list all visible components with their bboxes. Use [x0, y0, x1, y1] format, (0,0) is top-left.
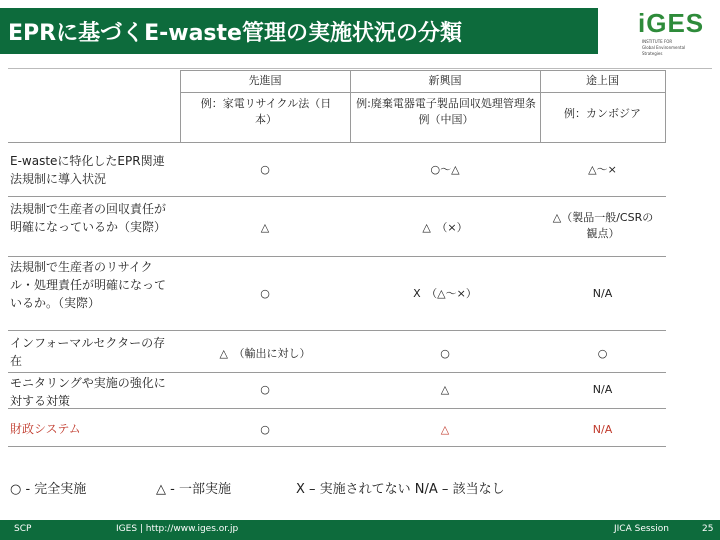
- legend-none: X – 実施されてない N/A – 該当なし: [296, 482, 505, 497]
- column-header-emerging: 新興国: [428, 74, 462, 87]
- cell-developing: ○: [597, 347, 608, 360]
- cell-emerging: △: [440, 423, 450, 436]
- logo-subtitle-1: INSTITUTE FOR: [642, 39, 673, 44]
- row-divider: [8, 256, 666, 257]
- footer-link[interactable]: IGES | http://www.iges.or.jp: [116, 524, 239, 534]
- cell-developed: △: [260, 221, 270, 234]
- header: [0, 0, 720, 62]
- cell-developing: △～×: [588, 163, 617, 176]
- footer: [0, 520, 720, 540]
- legend-partial: △ - 一部実施: [156, 482, 231, 497]
- cell-developing: △（製品一般/CSRの観点）: [552, 211, 654, 240]
- table-border: [8, 142, 666, 143]
- cell-emerging: ○: [440, 347, 450, 360]
- footer-left: SCP: [14, 524, 32, 534]
- cell-developed: ○: [260, 423, 270, 436]
- row-label-epr-laws: E-wasteに特化したEPR関連法規制に導入状況: [10, 154, 165, 186]
- page-title: EPRに基づくE-waste管理の実施状況の分類: [8, 21, 462, 46]
- column-header-developing: 途上国: [586, 74, 619, 87]
- row-divider: [8, 446, 666, 447]
- table-border: [665, 70, 666, 142]
- divider: [8, 68, 712, 69]
- cell-developed: ○: [260, 287, 270, 300]
- example-developed: 例：家電リサイクル法（日本）: [200, 97, 332, 126]
- table-border: [180, 92, 666, 93]
- page-number: 25: [702, 524, 714, 534]
- cell-emerging: △ （×）: [422, 221, 468, 234]
- footer-session: JICA Session: [614, 524, 669, 534]
- logo-subtitle-2: Global Environmental: [642, 45, 686, 50]
- classification-table: [8, 70, 666, 446]
- row-label-financial-system: 財政システム: [10, 422, 81, 436]
- row-label-monitoring: モニタリングや実施の強化に対する対策: [10, 376, 166, 408]
- logo-wordmark: iGES: [638, 8, 705, 38]
- row-divider: [8, 330, 666, 331]
- legend-full: ○ - 完全実施: [10, 482, 87, 497]
- cell-developing: N/A: [592, 287, 613, 300]
- row-divider: [8, 372, 666, 373]
- row-label-collection-responsibility: 法規制で生産者の回収責任が明確になっているか（実際）: [10, 202, 167, 234]
- cell-emerging: △: [440, 383, 450, 396]
- example-developing: 例：カンボジア: [564, 107, 641, 120]
- cell-emerging: ○～△: [430, 163, 460, 176]
- iges-logo: [612, 6, 712, 58]
- cell-developing: N/A: [592, 383, 613, 396]
- row-label-recycling-responsibility: 法規制で生産者のリサイクル・処理責任が明確になっているか。（実際）: [10, 260, 167, 310]
- example-emerging: 例:廃棄電器電子製品回収処理管理条例（中国）: [356, 97, 536, 126]
- column-header-developed: 先進国: [248, 74, 282, 87]
- cell-developing: N/A: [592, 423, 613, 436]
- logo-subtitle-3: Strategies: [642, 51, 663, 56]
- cell-developed: ○: [260, 383, 270, 396]
- row-divider: [8, 196, 666, 197]
- cell-emerging: X （△～×）: [413, 287, 477, 300]
- cell-developed: △ （輸出に対し）: [219, 347, 311, 360]
- cell-developed: ○: [260, 163, 270, 176]
- table-border: [180, 70, 666, 71]
- row-label-informal-sector: インフォーマルセクターの存在: [10, 336, 166, 368]
